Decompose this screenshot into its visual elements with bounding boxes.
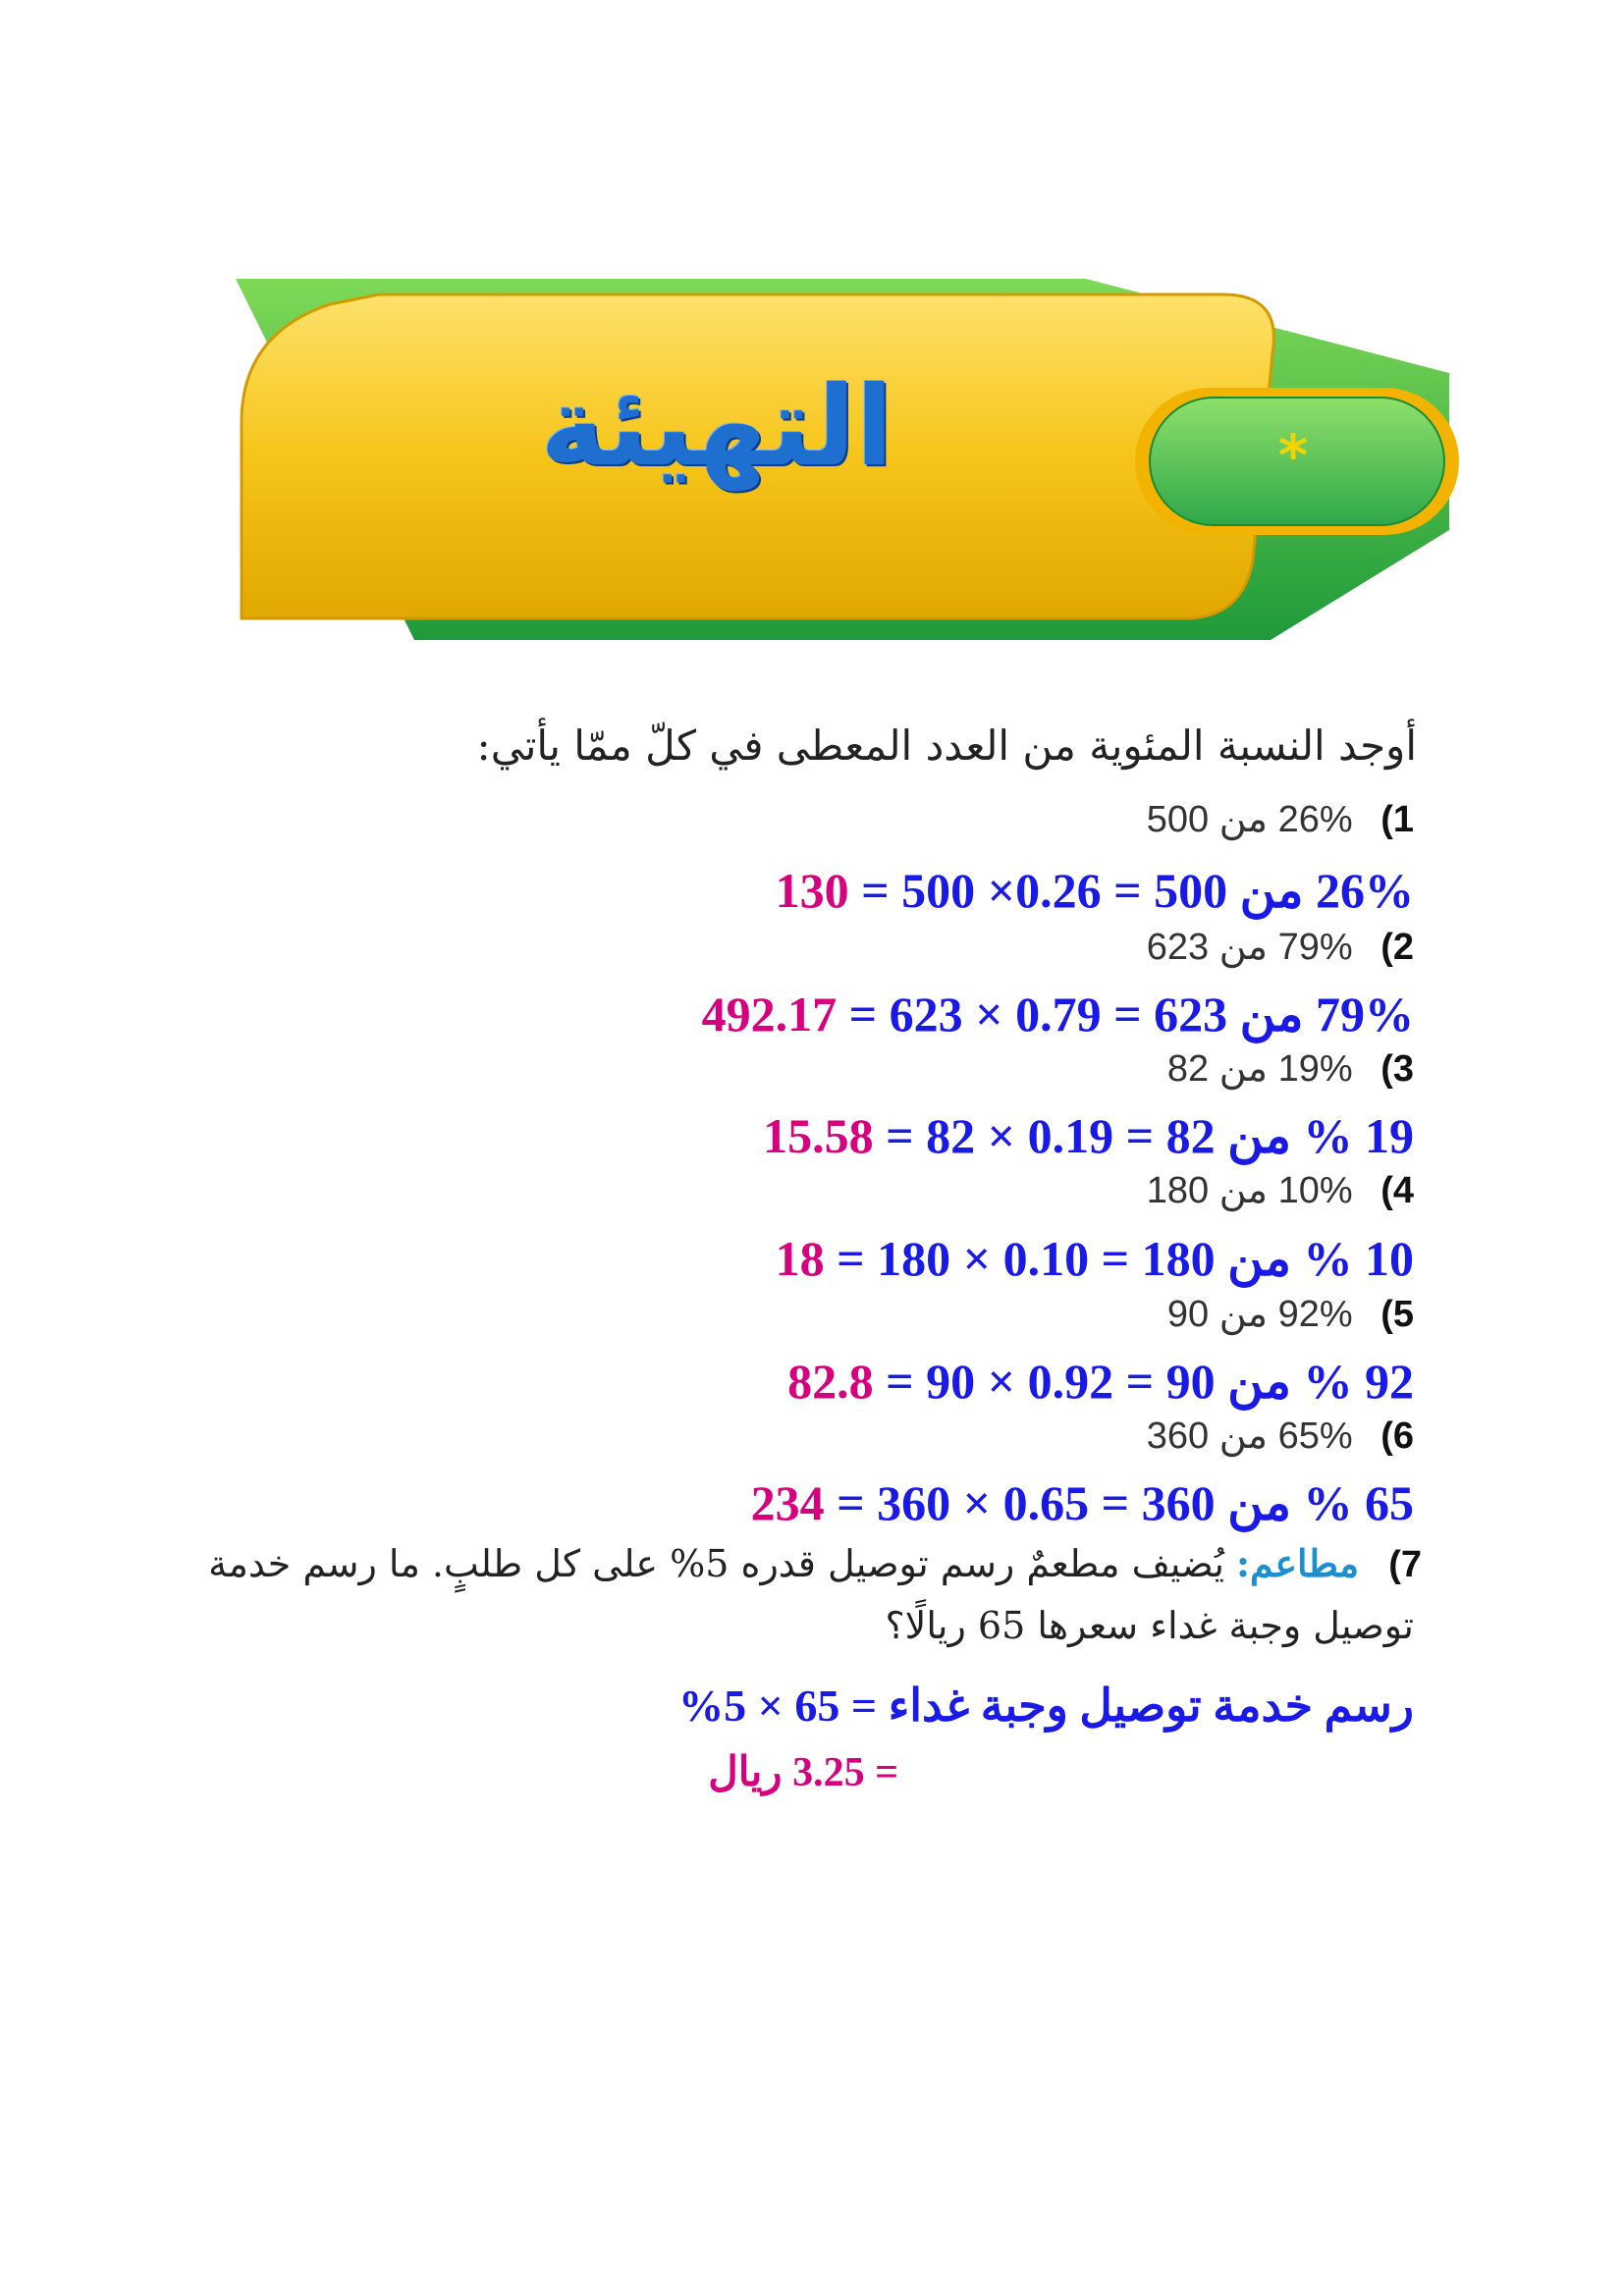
- answer-result: 492.17: [701, 987, 838, 1041]
- answer-work: 65 % من 360 = 0.65 × 360 =: [837, 1475, 1414, 1530]
- question-number: 7): [1388, 1544, 1422, 1585]
- question-4: [1147, 1168, 1414, 1212]
- answer-result: 15.58: [763, 1108, 874, 1163]
- answer-work: 10 % من 180 = 0.10 × 180 =: [837, 1231, 1414, 1286]
- answer-work: 79% من 623 = 0.79 × 623 =: [848, 987, 1414, 1041]
- topic-tag: مطاعم:: [1236, 1541, 1360, 1585]
- answer-5: [787, 1353, 1414, 1410]
- question-text: 19% من 82: [1166, 1048, 1353, 1090]
- question-number: 1): [1380, 799, 1414, 840]
- question-text: يُضيف مطعمٌ رسم توصيل قدره 5% على كل طلبٍ. ما رسم خدمة: [208, 1542, 1224, 1585]
- star-icon: *: [1277, 422, 1309, 489]
- question-text: 79% من 623: [1146, 927, 1353, 968]
- question-text: 92% من 90: [1166, 1294, 1353, 1335]
- answer-7-line-1: رسم خدمة توصيل وجبة غداء = 65 × 5%: [678, 1681, 1414, 1731]
- answer-7-line-2: = 3.25 ريال: [708, 1750, 898, 1795]
- question-text: 10% من 180: [1146, 1170, 1353, 1211]
- question-text: 65% من 360: [1146, 1415, 1353, 1457]
- answer-result: 234: [750, 1475, 825, 1530]
- question-number: 6): [1380, 1415, 1414, 1457]
- answer-work: 26% من 500 = 0.26× 500 =: [861, 863, 1414, 918]
- question-number: 3): [1380, 1048, 1414, 1090]
- answer-result: 18: [775, 1231, 825, 1286]
- answer-4: [776, 1230, 1414, 1287]
- question-number: 2): [1380, 927, 1414, 968]
- question-number: 5): [1380, 1294, 1414, 1335]
- answer-3: [763, 1107, 1414, 1164]
- question-5: [1167, 1292, 1414, 1336]
- question-6: [1147, 1414, 1414, 1458]
- question-1: [1147, 797, 1414, 841]
- answer-work: 92 % من 90 = 0.92 × 90 =: [886, 1354, 1414, 1409]
- answer-result: 82.8: [787, 1354, 874, 1409]
- answer-work: 19 % من 82 = 0.19 × 82 =: [886, 1108, 1414, 1163]
- question-7-line-1: [208, 1541, 1422, 1586]
- instruction-text: أوجد النسبة المئوية من العدد المعطى في كلّ ممّا يأتي:: [476, 721, 1417, 770]
- question-number: 4): [1380, 1170, 1414, 1211]
- answer-1: [776, 862, 1414, 919]
- question-text: 26% من 500: [1146, 799, 1353, 840]
- question-7-line-2: توصيل وجبة غداء سعرها 65 ريالًا؟: [885, 1604, 1414, 1647]
- question-2: [1147, 925, 1414, 969]
- question-3: [1167, 1046, 1414, 1091]
- answer-2: [702, 986, 1414, 1042]
- answer-result: 130: [775, 863, 849, 918]
- page-title: التهيئة: [540, 363, 893, 491]
- answer-6: [751, 1474, 1414, 1531]
